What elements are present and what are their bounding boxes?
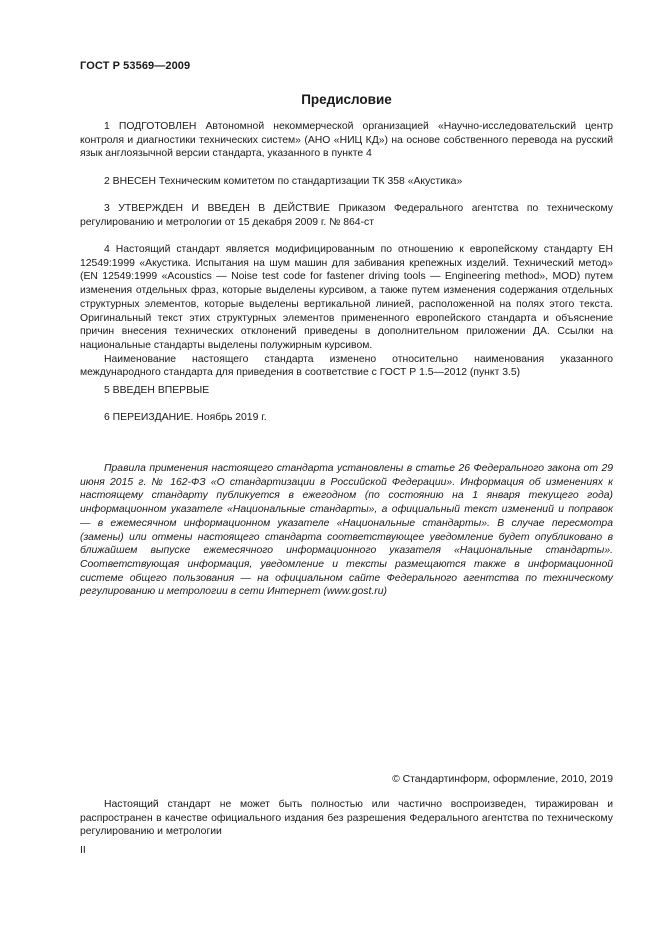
copyright-line: © Стандартинформ, оформление, 2010, 2019 [392, 774, 613, 785]
foreword-item-4-note: Наименование настоящего стандарта изменено относительно наименования указанного международного стандарта для приведения в соответствие с ГОСТ Р 1.5—2012 (пункт 3.5) [80, 353, 613, 379]
reproduction-text: Настоящий стандарт не может быть полностью или частично воспроизведен, тиражирован и распространен в качестве официального издания без разрешения Федерального агентства по техническому регулированию и метрологии [80, 799, 613, 838]
foreword-item-6-text: 6 ПЕРЕИЗДАНИЕ. Ноябрь 2019 г. [104, 412, 267, 423]
foreword-title: Предисловие [301, 92, 392, 107]
foreword-item-1 [80, 120, 613, 161]
standard-application-notice [80, 462, 613, 599]
foreword-item-2 [80, 175, 613, 189]
foreword-item-1-text: 1 ПОДГОТОВЛЕН Автономной некоммерческой организацией «Научно-исследовательский центр контроля и диагностики технических систем» (АНО «НИЦ КД») на основе собственного перевода на русский язык англоязычной версии стандарта, указанного в пункте 4 [80, 121, 613, 160]
foreword-item-3-text: 3 УТВЕРЖДЕН И ВВЕДЕН В ДЕЙСТВИЕ Приказом Федерального агентства по техническому регулированию и метрологии от 15 декабря 2009 г. № 864-ст [80, 203, 613, 228]
notice-text: Правила применения настоящего стандарта установлены в статье 26 Федерального закона от 29 июня 2015 г. № 162-ФЗ «О стандартизации в Российской Федерации». Информация об изменениях к настоящему стандарту публикуется в ежегодном (по состоянию на 1 января текущего года) информационном указателе «Национальные стандарты», а официальный текст изменений и поправок — в ежемесячном информационном указателе «Национальные стандарты». В случае пересмотра (замены) или отмены настоящего стандарта соответствующее уведомление будет опубликовано в ближайшем выпуске ежемесячного информационного указателя «Национальные стандарты». Соответствующая информация, уведомление и тексты размещаются также в информационной системе общего пользования — на официальном сайте Федерального агентства по техническому регулированию и метрологии в сети Интернет (www.gost.ru) [80, 463, 613, 598]
foreword-item-5 [80, 384, 613, 398]
standard-code: ГОСТ Р 53569—2009 [80, 60, 191, 72]
foreword-item-4-text: 4 Настоящий стандарт является модифицированным по отношению к европейскому стандарту ЕН 12549:1999 «Акустика. Испытания на шум машин для забивания крепежных изделий. Технический метод» (EN 12549:1999 «Acoustics — Noise test code for fastener driving tools — Engineering method», MOD) путем изменения отдельных фраз, которые выделены курсивом, а также путем изменения содержания отдельных структурных элементов, которые выделены вертикальной линией, расположенной на полях этого текста. Оригинальный текст этих структурных элементов примененного европейского стандарта и объяснение причин внесения технических отклонений приведены в дополнительном приложении ДА. Ссылки на национальные стандарты выделены полужирным курсивом. [80, 244, 613, 351]
reproduction-notice [80, 798, 613, 839]
foreword-item-3 [80, 202, 613, 229]
foreword-item-5-text: 5 ВВЕДЕН ВПЕРВЫЕ [104, 385, 210, 396]
foreword-item-4 [80, 243, 613, 380]
foreword-item-6 [80, 411, 613, 425]
foreword-item-2-text: 2 ВНЕСЕН Техническим комитетом по стандартизации ТК 358 «Акустика» [104, 176, 463, 187]
page-number: II [80, 845, 86, 856]
